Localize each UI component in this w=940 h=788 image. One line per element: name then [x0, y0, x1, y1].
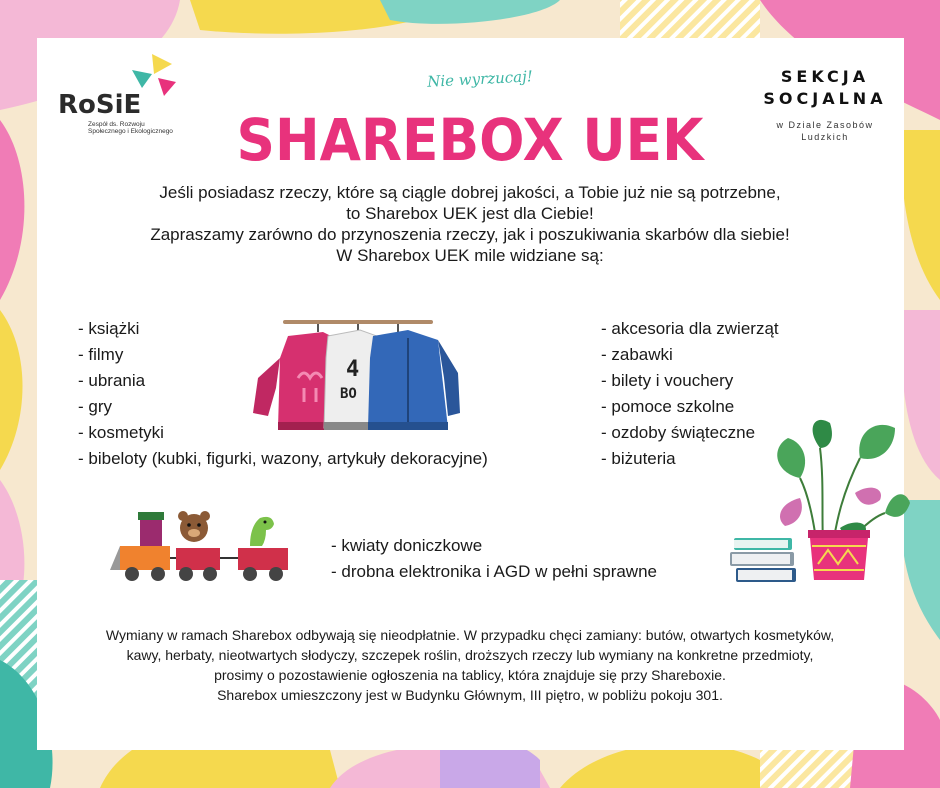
footer-line: Wymiany w ramach Sharebox odbywają się nieodpłatnie. W przypadku chęci zamiany: butów, otwartych kosmetyków, [105, 627, 835, 643]
list-item: - kwiaty doniczkowe [331, 536, 483, 555]
intro-line: Zapraszamy zarówno do przynoszenia rzeczy, jak i poszukiwania skarbów dla siebie! [150, 225, 790, 244]
list-item: - ubrania [78, 371, 146, 390]
page-title: SHAREBOX UEK [236, 106, 704, 174]
department-name [740, 66, 910, 110]
logo-subtitle-line: Zespół ds. Rozwoju [88, 121, 145, 128]
toy-train-icon [110, 506, 295, 586]
footer-line: prosimy o pozostawienie ogłoszenia na tablicy, która znajduje się przy Shareboxie. [214, 667, 726, 683]
list-item: - ozdoby świąteczne [601, 423, 756, 442]
teddy-bear-icon [178, 511, 210, 542]
footer-line: kawy, herbaty, nieotwartych słodyczy, szczepek roślin, droższych rzeczy lub wymiany na konkretne przedmioty, [126, 647, 814, 663]
list-item: - filmy [78, 345, 124, 364]
items-list-right [601, 316, 779, 472]
intro-line: to Sharebox UEK jest dla Ciebie! [346, 204, 594, 223]
department-sub-line: w Dziale Zasobów [776, 120, 874, 130]
dinosaur-icon [250, 517, 274, 546]
list-item: - drobna elektronika i AGD w pełni sprawne [331, 562, 657, 581]
intro-text [60, 182, 880, 266]
department-line: SEKCJA [780, 67, 870, 86]
items-list-left [78, 316, 488, 472]
list-item: - bilety i vouchery [601, 371, 734, 390]
logo-name: RoSiE [58, 90, 142, 120]
list-item: - akcesoria dla zwierząt [601, 319, 779, 338]
list-item: - biżuteria [601, 449, 676, 468]
list-item: - książki [78, 319, 140, 338]
sweater-letters: BO [340, 386, 357, 402]
list-item: - gry [78, 397, 112, 416]
intro-line: Jeśli posiadasz rzeczy, które są ciągle dobrej jakości, a Tobie już nie są potrzebne, [159, 183, 781, 202]
book-stack-icon [730, 536, 800, 586]
footer-line: Sharebox umieszczony jest w Budynku Głównym, III piętro, w pobliżu pokoju 301. [217, 687, 723, 703]
list-item: - kosmetyki [78, 423, 164, 442]
logo-subtitle [88, 121, 188, 135]
department-sub-line: Ludzkich [801, 132, 849, 142]
department-subtitle [740, 119, 910, 143]
items-list-bottom [331, 533, 657, 585]
list-item: - pomoce szkolne [601, 397, 735, 416]
tagline: Nie wyrzucaj! [426, 67, 534, 91]
footer-text [50, 625, 890, 705]
intro-line: W Sharebox UEK mile widziane są: [336, 246, 604, 265]
sweater-number: 4 [346, 357, 360, 382]
logo-subtitle-line: Społecznego i Ekologicznego [88, 128, 173, 135]
department-line: SOCJALNA [763, 89, 887, 108]
list-item: - bibeloty (kubki, figurki, wazony, artykuły dekoracyjne) [78, 449, 488, 468]
list-item: - zabawki [601, 345, 673, 364]
